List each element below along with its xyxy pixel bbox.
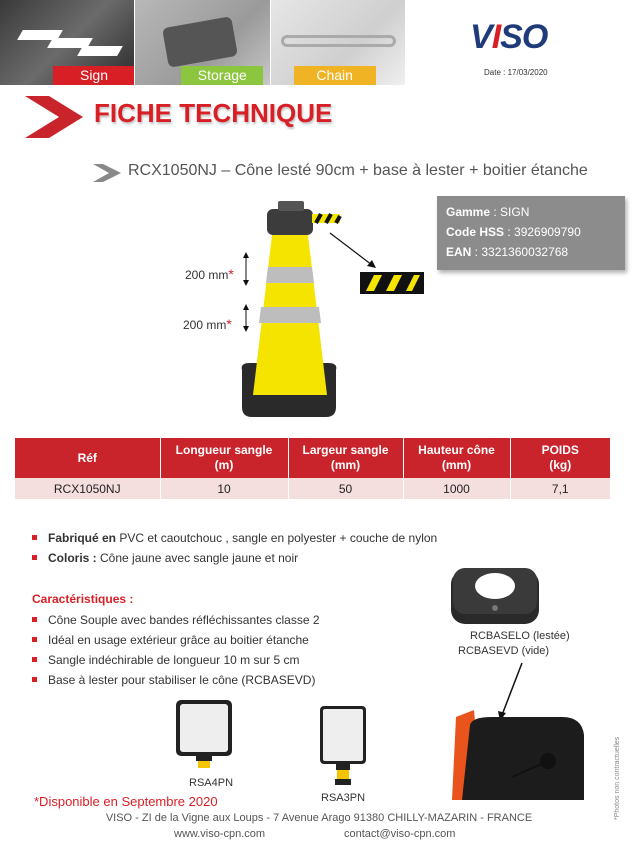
hss-row: Code HSS : 3926909790 — [446, 225, 581, 239]
banner-storage — [135, 0, 269, 85]
base-caption-vide: RCBASEVD (vide) — [458, 645, 550, 657]
footer-website-link[interactable]: www.viso-cpn.com — [174, 828, 266, 840]
product-info-box — [437, 196, 625, 270]
list-item: Sangle indéchirable de longueur 10 m sur 5 cm — [32, 650, 320, 670]
product-subtitle: RCX1050NJ – Cône lesté 90cm + base à lester + boitier étanche — [128, 162, 588, 179]
ean-row: EAN : 3321360032768 — [446, 245, 569, 259]
characteristics-heading: Caractéristiques : — [32, 592, 134, 606]
cell-longueur: 10 — [160, 478, 288, 499]
features-list — [32, 528, 437, 568]
gamme-row: Gamme : SIGN — [446, 205, 530, 219]
header-longueur: Longueur sangle (m) — [160, 438, 288, 478]
spec-table — [15, 438, 610, 499]
header-ref: Réf — [15, 438, 160, 478]
footer-email-link[interactable]: contact@viso-cpn.com — [344, 828, 456, 840]
availability-note: *Disponible en Septembre 2020 — [34, 794, 218, 809]
frame-rsa3pn-image — [318, 704, 370, 788]
frame-rsa4pn-caption: RSA4PN — [189, 777, 234, 789]
banner-chain-label: Chain — [294, 66, 376, 85]
list-item: Fabriqué en PVC et caoutchouc , sangle en polyester + couche de nylon — [32, 528, 437, 548]
viso-logo: VISO — [470, 18, 548, 56]
banner-storage-label: Storage — [181, 66, 263, 85]
base-caption-lestee: RCBASELO (lestée) — [470, 630, 570, 642]
cell-poids: 7,1 — [510, 478, 610, 499]
cell-hauteur: 1000 — [403, 478, 510, 499]
list-item: Idéal en usage extérieur grâce au boitier étanche — [32, 630, 320, 650]
frame-rsa4pn-image — [174, 698, 236, 770]
cone-base-image — [449, 566, 541, 628]
dimension-label-top: 200 mm* — [185, 266, 234, 282]
cone-illustration — [180, 195, 440, 425]
base-closeup-image — [452, 655, 612, 800]
frame-rsa3pn-caption: RSA3PN — [321, 792, 366, 804]
document-date: Date : 17/03/2020 — [484, 68, 548, 77]
dimension-label-bottom: 200 mm* — [183, 316, 232, 332]
subtitle-chevron-icon — [93, 164, 121, 182]
banner-sign-label: Sign — [53, 66, 134, 85]
cell-ref: RCX1050NJ — [15, 478, 160, 499]
photo-disclaimer: *Photos non contractuelles — [614, 736, 621, 820]
title-chevron-icon — [25, 96, 83, 138]
table-header-row — [15, 438, 610, 478]
table-row — [15, 478, 610, 499]
banner-sign — [0, 0, 134, 85]
header-poids: POIDS (kg) — [510, 438, 610, 478]
footer-address: VISO - ZI de la Vigne aux Loups - 7 Avenue Arago 91380 CHILLY-MAZARIN - FRANCE — [105, 812, 533, 824]
header-largeur: Largeur sangle (mm) — [288, 438, 403, 478]
header-banner — [0, 0, 406, 85]
banner-chain — [271, 0, 405, 85]
list-item: Cône Souple avec bandes réfléchissantes classe 2 — [32, 610, 320, 630]
characteristics-list — [32, 610, 320, 690]
list-item: Base à lester pour stabiliser le cône (RCBASEVD) — [32, 670, 320, 690]
list-item: Coloris : Cône jaune avec sangle jaune et noir — [32, 548, 437, 568]
header-hauteur: Hauteur cône (mm) — [403, 438, 510, 478]
page-title: FICHE TECHNIQUE — [94, 98, 333, 128]
cell-largeur: 50 — [288, 478, 403, 499]
